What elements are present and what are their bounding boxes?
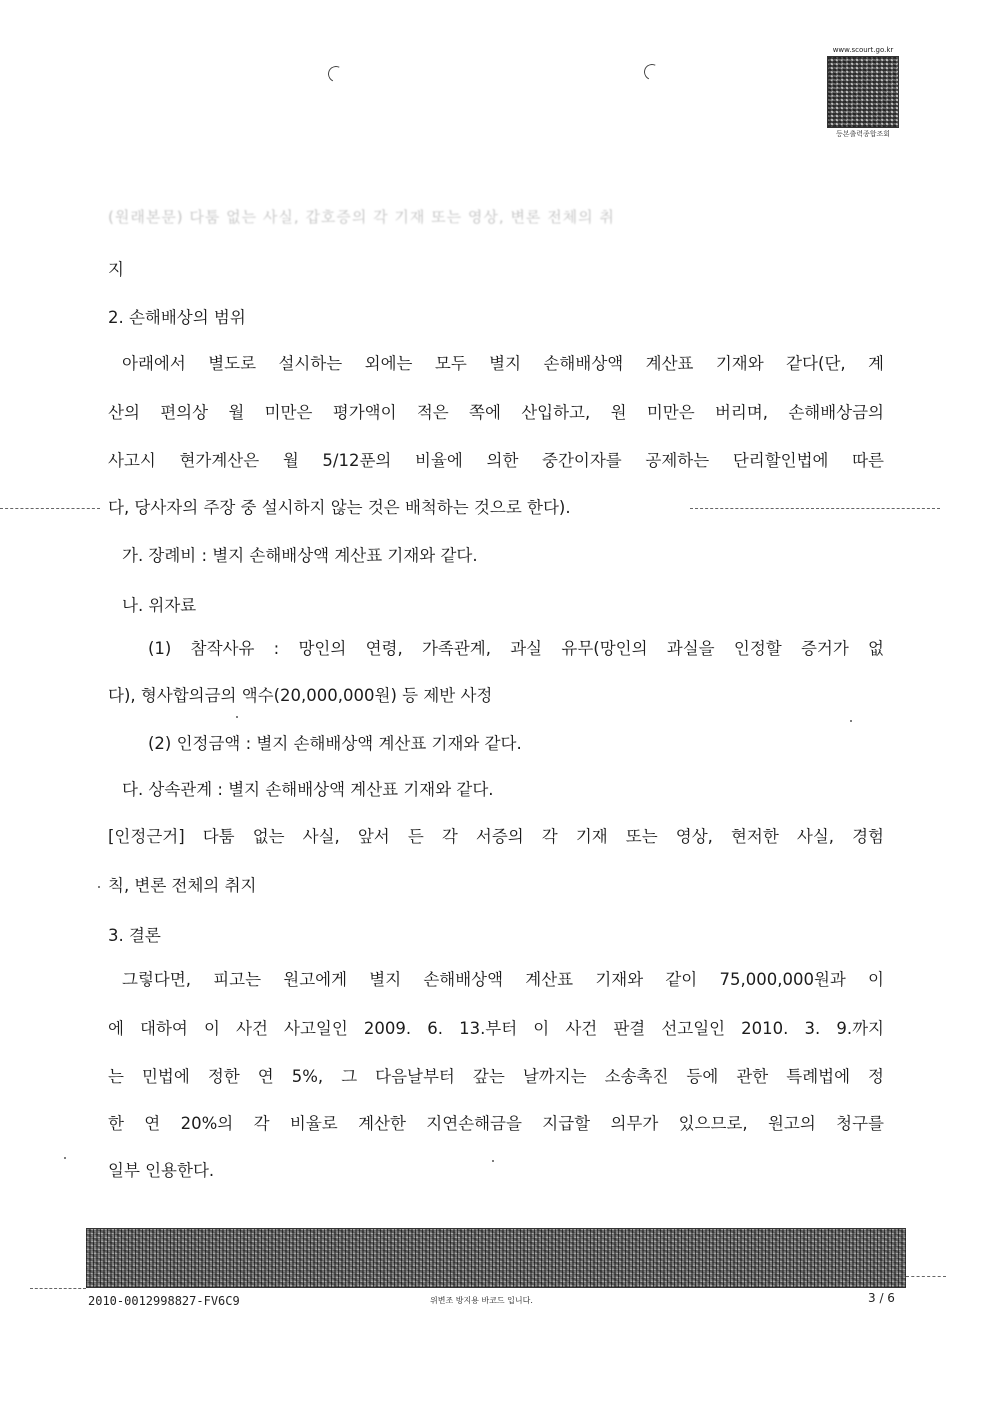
punch-mark-right (642, 62, 663, 83)
scan-speck (98, 886, 100, 888)
item-approved-amount: (2) 인정금액 : 별지 손해배상액 계산표 기재와 같다. (148, 734, 522, 753)
scan-speck (236, 716, 238, 718)
paragraph-line: 일부 인용한다. (108, 1161, 215, 1180)
qr-url: www.scourt.go.kr (832, 46, 894, 54)
paragraph-line: 다, 당사자의 주장 중 설시하지 않는 것은 배척하는 것으로 한다). (108, 498, 571, 517)
section-heading-conclusion: 3. 결론 (108, 926, 161, 945)
paragraph-line: 는 민법에 정한 연 5%, 그 다음날부터 갚는 날까지는 소송촉진 등에 관한 특례법에 정 (108, 1067, 884, 1086)
paragraph-line: 칙, 변론 전체의 취지 (108, 876, 257, 895)
document-id: 2010-0012998827-FV6C9 (88, 1294, 240, 1308)
paragraph-line: 에 대하여 이 사건 사고일인 2009. 6. 13.부터 이 사건 판결 선고일인 2010. 3. 9.까지 (108, 1019, 884, 1038)
paragraph-line: 사고시 현가계산은 월 5/12푼의 비율에 의한 중간이자를 공제하는 단리할인법에 따른 (108, 451, 884, 470)
scan-speck (64, 1157, 66, 1159)
scan-dash-line (906, 1276, 946, 1277)
qr-caption: 등본출력종합조회 (835, 130, 891, 138)
paragraph-line: [인정근거] 다툼 없는 사실, 앞서 든 각 서증의 각 기재 또는 영상, 현저한 사실, 경험 (108, 827, 884, 846)
item-consolation: 나. 위자료 (122, 596, 197, 615)
paragraph-line: (1) 참작사유 : 망인의 연령, 가족관계, 과실 유무(망인의 과실을 인정할 증거가 없 (148, 639, 884, 658)
barcode-note: 위변조 방지용 바코드 입니다. (430, 1296, 533, 1305)
paragraph-line: 그렇다면, 피고는 원고에게 별지 손해배상액 계산표 기재와 같이 75,000,000원과 이 (122, 970, 884, 989)
punch-mark-left (326, 64, 347, 85)
scan-speck (850, 720, 852, 722)
paragraph-line: 아래에서 별도로 설시하는 외에는 모두 별지 손해배상액 계산표 기재와 같다(단, 계 (122, 354, 884, 373)
text-line: 지 (108, 260, 124, 279)
scan-speck (492, 1160, 494, 1162)
faded-text-line: (원래본문) 다툼 없는 사실, 갑호증의 각 기재 또는 영상, 변론 전체의 취 (108, 208, 615, 226)
scan-dash-line (30, 1288, 86, 1289)
scan-dash-line (0, 508, 100, 509)
paragraph-line: 다), 형사합의금의 액수(20,000,000원) 등 제반 사정 (108, 686, 493, 705)
scan-dash-line (690, 508, 940, 509)
item-funeral: 가. 장례비 : 별지 손해배상액 계산표 기재와 같다. (122, 546, 478, 565)
section-heading-scope: 2. 손해배상의 범위 (108, 308, 246, 327)
anti-forgery-barcode (86, 1228, 906, 1288)
paragraph-line: 산의 편의상 월 미만은 평가액이 적은 쪽에 산입하고, 원 미만은 버리며, 손해배상금의 (108, 403, 884, 422)
qr-code-icon (827, 56, 899, 128)
item-inheritance: 다. 상속관계 : 별지 손해배상액 계산표 기재와 같다. (122, 780, 494, 799)
page-number: 3 / 6 (868, 1291, 895, 1305)
paragraph-line: 한 연 20%의 각 비율로 계산한 지연손해금을 지급할 의무가 있으므로, 원고의 청구를 (108, 1114, 884, 1133)
qr-code-block (826, 46, 900, 139)
